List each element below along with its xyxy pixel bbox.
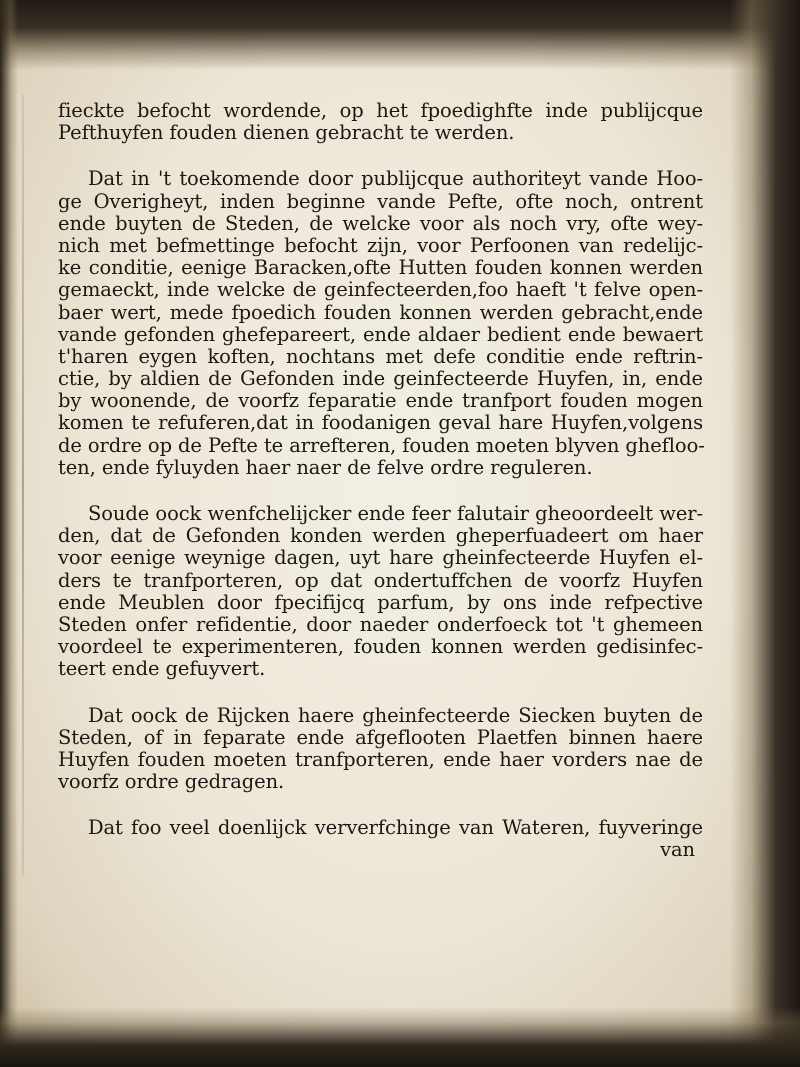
text-line: ende Meublen door fpecifijcq parfum, by ons inde refpective (58, 590, 703, 614)
text-line: t'haren eygen koften, nochtans met defe conditie ende reftrin- (58, 344, 703, 368)
text-line: ctie, by aldien de Gefonden inde geinfecteerde Huyfen, in, ende (58, 367, 703, 391)
text-line: ge Overigheyt, inden beginne vande Pefte, ofte noch, ontrent (58, 189, 703, 213)
text-line: voorfz ordre gedragen. (58, 770, 285, 794)
text-line: den, dat de Gefonden konden werden gheperfuadeert om haer (58, 524, 703, 548)
page-edge-left (0, 0, 18, 1067)
text-line: nich met befmettinge befocht zijn, voor Perfoonen van redelijc- (58, 233, 703, 257)
text-line: gemaeckt, inde welcke de geinfecteerden,foo haeft 't felve open- (58, 278, 703, 302)
page-edge-right (730, 0, 800, 1067)
text-block (58, 100, 703, 862)
text-line: Dat foo veel doenlijck ververfchinge van Wateren, fuyveringe (88, 816, 703, 840)
text-line: ders te tranfporteren, op dat ondertuffchen de voorfz Huyfen (58, 568, 703, 592)
paragraph (58, 817, 703, 839)
text-line: de ordre op de Pefte te arrefteren, fouden moeten blyven ghefloo- (58, 433, 705, 457)
text-line: voordeel te experimenteren, fouden konnen werden gedisinfec- (58, 635, 703, 659)
text-line: Steden onfer refidentie, door naeder onderfoeck tot 't ghemeen (58, 612, 703, 636)
page-edge-bottom (0, 1007, 800, 1067)
text-line: Huyfen fouden moeten tranfporteren, ende haer vorders nae de (58, 747, 703, 771)
paragraph (58, 168, 703, 479)
text-line: Dat in 't toekomende door publijcque authoriteyt vande Hoo- (88, 167, 703, 191)
paragraph (58, 705, 703, 794)
text-line: ten, ende fyluyden haer naer de felve ordre reguleren. (58, 455, 593, 479)
text-line: baer wert, mede fpoedich fouden konnen werden gebracht,ende (58, 300, 703, 324)
text-line: teert ende gefuyvert. (58, 657, 266, 681)
text-line: by woonende, de voorfz feparatie ende tranfport fouden mogen (58, 389, 703, 413)
margin-rule (22, 95, 24, 875)
text-line: komen te refuferen,dat in foodanigen geval hare Huyfen,volgens (58, 411, 703, 435)
text-line: Pefthuyfen fouden dienen gebracht te werden. (58, 121, 515, 145)
text-line: vande gefonden ghefepareert, ende aldaer bedient ende bewaert (58, 322, 703, 346)
paragraph (58, 100, 703, 144)
text-line: Dat oock de Rijcken haere gheinfecteerde Siecken buyten de (88, 703, 703, 727)
page-edge-top (0, 0, 800, 70)
text-line: Soude oock wenfchelijcker ende feer falutair gheoordeelt wer- (88, 502, 703, 525)
catchword: van (660, 838, 695, 862)
text-line: ke conditie, eenige Baracken,ofte Hutten fouden konnen werden (58, 256, 703, 280)
text-line: fieckte befocht wordende, op het fpoedighfte inde publijcque (58, 99, 703, 122)
paragraph (58, 503, 703, 681)
text-line: voor eenige weynige dagen, uyt hare gheinfecteerde Huyfen el- (58, 546, 703, 570)
text-line: Steden, of in feparate ende afgeflooten Plaetfen binnen haere (58, 725, 703, 749)
text-line: ende buyten de Steden, de welcke voor als noch vry, ofte wey- (58, 211, 703, 235)
